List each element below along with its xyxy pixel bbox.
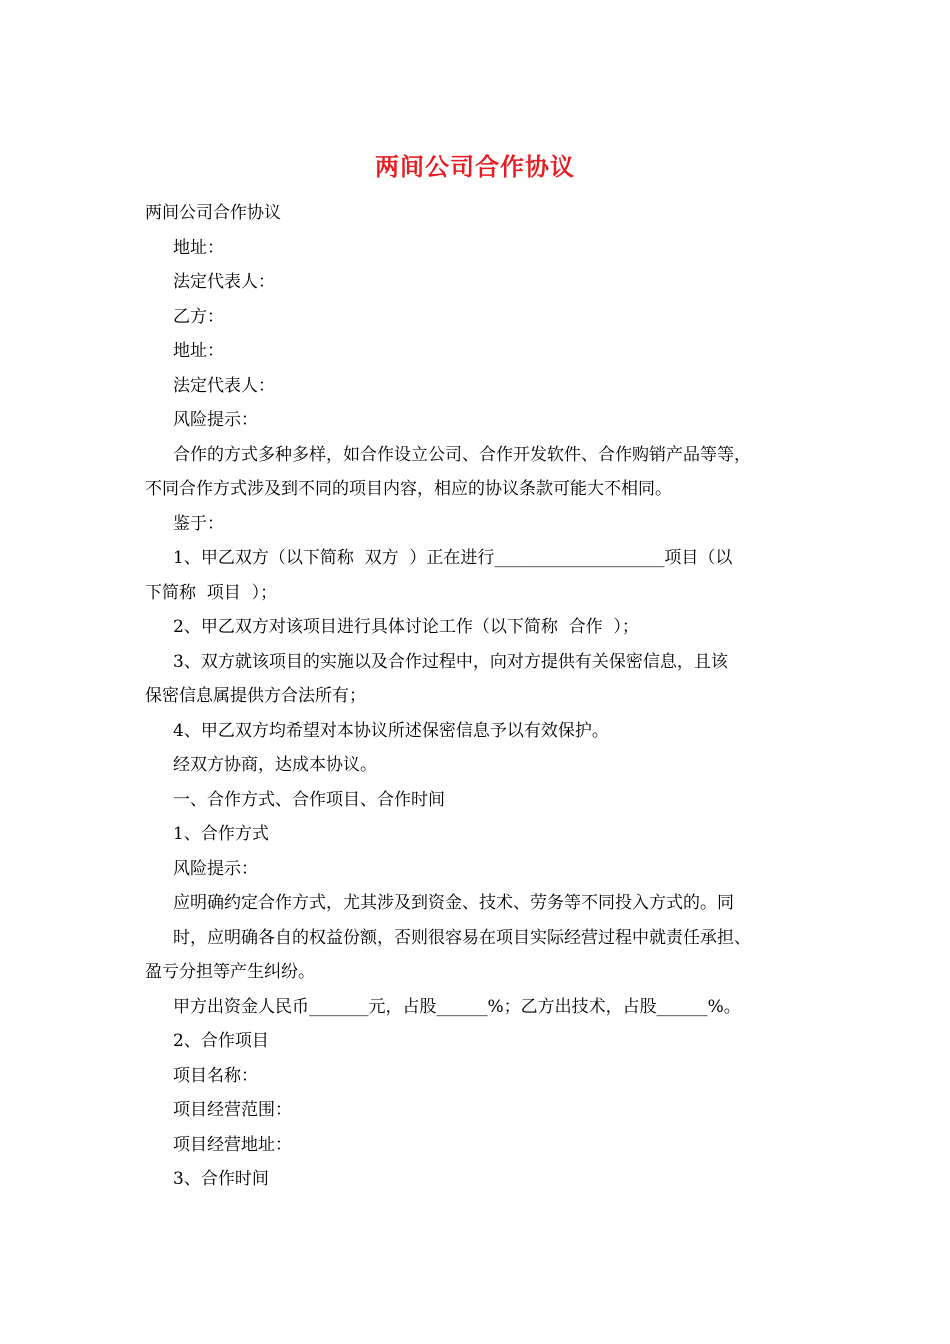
body-line-paragraph-2-end: 盈亏分担等产生纠纷。 xyxy=(145,962,315,982)
document-body xyxy=(145,196,815,1197)
document-title: 两间公司合作协议 xyxy=(375,152,575,181)
body-line-cooperation-time: 3、合作时间 xyxy=(173,1169,269,1189)
body-line-clause-3-cont: 保密信息属提供方合法所有； xyxy=(145,686,366,706)
body-line-clause-2: 2、甲乙双方对该项目进行具体讨论工作（以下简称 合作 ）； xyxy=(173,617,639,637)
body-line-section-1: 一、合作方式、合作项目、合作时间 xyxy=(173,789,445,810)
body-line-paragraph-2: 应明确约定合作方式，尤其涉及到资金、技术、劳务等不同投入方式的。同 xyxy=(173,893,734,913)
body-line-risk-tip: 风险提示： xyxy=(173,410,258,430)
body-line-paragraph-2-cont: 时，应明确各自的权益份额，否则很容易在项目实际经营过程中就责任承担、 xyxy=(173,927,751,948)
body-line-paragraph: 合作的方式多种多样，如合作设立公司、合作开发软件、合作购销产品等等， xyxy=(173,444,751,465)
body-line-project-scope: 项目经营范围： xyxy=(173,1100,292,1120)
body-line-investment: 甲方出资金人民币_______元，占股______%；乙方出技术，占股______%。 xyxy=(173,996,741,1017)
body-line-clause-1: 1、甲乙双方（以下简称 双方 ）正在进行____________________项目（以 xyxy=(173,548,733,568)
body-line-paragraph-cont: 不同合作方式涉及到不同的项目内容，相应的协议条款可能大不相同。 xyxy=(145,479,672,499)
body-line-project-address: 项目经营地址： xyxy=(173,1134,292,1155)
body-line-legal-rep-b: 法定代表人： xyxy=(173,375,275,396)
body-line-legal-rep-a: 法定代表人： xyxy=(173,272,275,292)
body-line-clause-1-cont: 下简称 项目 ）； xyxy=(145,582,278,603)
body-line-party-b: 乙方： xyxy=(173,306,224,327)
body-line-whereas: 鉴于： xyxy=(173,513,224,534)
body-line-project-name: 项目名称： xyxy=(173,1065,258,1086)
body-line-cooperation-project: 2、合作项目 xyxy=(173,1031,269,1051)
body-line-cooperation-mode: 1、合作方式 xyxy=(173,824,269,844)
body-line-risk-tip-2: 风险提示： xyxy=(173,858,258,879)
body-line-heading: 两间公司合作协议 xyxy=(145,203,281,223)
body-line-agreement: 经双方协商，达成本协议。 xyxy=(173,755,377,775)
body-line-address-b: 地址： xyxy=(173,341,224,361)
body-line-address-a: 地址： xyxy=(173,237,224,258)
body-line-clause-4: 4、甲乙双方均希望对本协议所述保密信息予以有效保护。 xyxy=(173,720,609,741)
body-line-clause-3: 3、双方就该项目的实施以及合作过程中，向对方提供有关保密信息，且该 xyxy=(173,651,728,672)
